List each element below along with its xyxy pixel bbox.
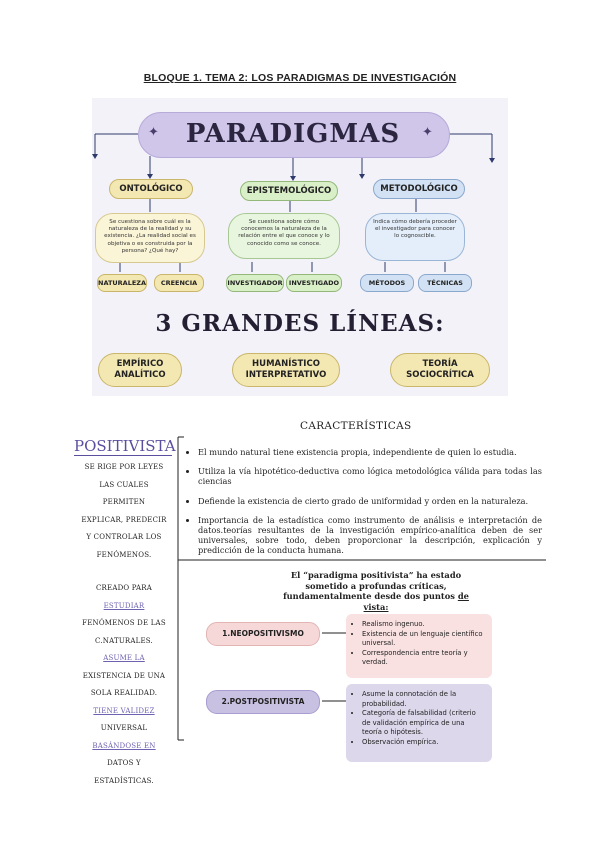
pill-investigador: INVESTIGADOR bbox=[226, 274, 284, 292]
critique-text: El “paradigma positivista” ha estado sometido a profundas críticas, fundamentalmente desde dos puntos bbox=[283, 570, 462, 601]
summary-line: FENÓMENOS. bbox=[96, 550, 152, 559]
note-line: C.NATURALES. bbox=[95, 636, 153, 645]
three-lines-title: 3 GRANDES LÍNEAS: bbox=[155, 310, 445, 337]
characteristic-item: • Importancia de la estadística como instrumento de análisis e interpretación de datos.teorías resultantes de la investigación empírico-analítica deben de ser universales, sobre todo, deben proporcionar la descripción, explicación y predicción de la conducta humana. bbox=[198, 515, 542, 556]
summary-line: SE RIGE POR LEYES bbox=[84, 463, 164, 471]
summary-line: PERMITEN bbox=[102, 498, 146, 506]
note-line-highlight: TIENE VALIDEZ bbox=[93, 706, 155, 715]
line-humanistico-interpretativo: HUMANÍSTICO INTERPRETATIVO bbox=[232, 353, 340, 387]
note-line: FENÓMENOS DE LAS bbox=[82, 619, 166, 627]
branch-metodologico: METODOLÓGICO bbox=[373, 179, 465, 199]
neopositivismo-points bbox=[346, 614, 492, 678]
school-neopositivismo: 1.NEOPOSITIVISMO bbox=[206, 622, 320, 646]
critique-heading bbox=[270, 570, 482, 612]
paradigmas-title: PARADIGMAS bbox=[185, 119, 401, 149]
line-empirico-analitico: EMPÍRICO ANALÍTICO bbox=[98, 353, 182, 387]
postpositivista-points bbox=[346, 684, 492, 762]
characteristics-list bbox=[184, 447, 542, 565]
note-line: SOLA REALIDAD. bbox=[90, 689, 158, 697]
pill-investigado: INVESTIGADO bbox=[286, 274, 342, 292]
school-postpositivista: 2.POSTPOSITIVISTA bbox=[206, 690, 320, 714]
epistemologico-description: Se cuestiona sobre cómo conocemos la naturaleza de la relación entre el que conoce y lo conocido como se conoce. bbox=[228, 213, 340, 259]
characteristic-item: • El mundo natural tiene existencia propia, independiente de quien lo estudia. bbox=[198, 447, 542, 457]
note-line-highlight: BASÁNDOSE EN bbox=[92, 741, 156, 750]
point-item: • Categoría de falsabilidad (criterio de validación empírica de una teoría o hipótesis. bbox=[362, 709, 486, 738]
positivista-summary bbox=[70, 459, 178, 564]
characteristic-item: • Defiende la existencia de cierto grado de uniformidad y orden en la naturaleza. bbox=[198, 496, 542, 506]
pill-metodos: MÉTODOS bbox=[360, 274, 414, 292]
sparkle-icon: ✦ bbox=[148, 125, 159, 140]
summary-line: LAS CUALES bbox=[99, 480, 149, 489]
note-line: ESTADÍSTICAS. bbox=[94, 776, 154, 785]
ontologico-description: Se cuestiona sobre cuál es la naturaleza de la realidad y su existencia. ¿La realidad social es objetiva o es construida por la persona? ¿Qué hay? bbox=[95, 213, 205, 263]
point-item: • Correspondencia entre teoría y verdad. bbox=[362, 649, 486, 668]
positivista-notes bbox=[70, 580, 178, 790]
note-line: CREADO PARA bbox=[95, 584, 153, 592]
sparkle-icon: ✦ bbox=[422, 125, 433, 140]
pill-tecnicas: TÉCNICAS bbox=[418, 274, 472, 292]
branch-ontologico: ONTOLÓGICO bbox=[109, 179, 193, 199]
line-teoria-sociocritica: TEORÍA SOCIOCRÍTICA bbox=[390, 353, 490, 387]
note-line: UNIVERSAL bbox=[100, 724, 148, 732]
section-heading: CARACTERÍSTICAS bbox=[300, 420, 412, 432]
characteristic-item: • Utiliza la vía hipotético-deductiva como lógica metodológica válida para todas las ciencias bbox=[198, 466, 542, 486]
note-line: EXISTENCIA DE UNA bbox=[82, 671, 166, 680]
metodologico-description: Indica cómo debería proceder el investigador para conocer lo cognoscible. bbox=[365, 213, 465, 261]
point-item: • Observación empírica. bbox=[362, 738, 486, 748]
note-line-highlight: ESTUDIAR bbox=[103, 601, 145, 610]
positivista-heading: POSITIVISTA bbox=[74, 437, 176, 455]
point-item: • Existencia de un lenguaje científico universal. bbox=[362, 630, 486, 649]
point-item: • Asume la connotación de la probabilidad. bbox=[362, 690, 486, 709]
pill-creencia: CREENCIA bbox=[154, 274, 204, 292]
branch-epistemologico: EPISTEMOLÓGICO bbox=[240, 181, 338, 201]
note-line: DATOS Y bbox=[107, 759, 141, 767]
critique-text-underlined: de vista: bbox=[363, 591, 469, 612]
point-item: • Realismo ingenuo. bbox=[362, 620, 486, 630]
note-line-highlight: ASUME LA bbox=[103, 654, 145, 662]
document-title: BLOQUE 1. TEMA 2: LOS PARADIGMAS DE INVESTIGACIÓN bbox=[143, 72, 457, 84]
summary-line: Y CONTROLAR LOS bbox=[86, 533, 162, 541]
pill-naturaleza: NATURALEZA bbox=[97, 274, 147, 292]
summary-line: EXPLICAR, PREDECIR bbox=[81, 515, 167, 524]
